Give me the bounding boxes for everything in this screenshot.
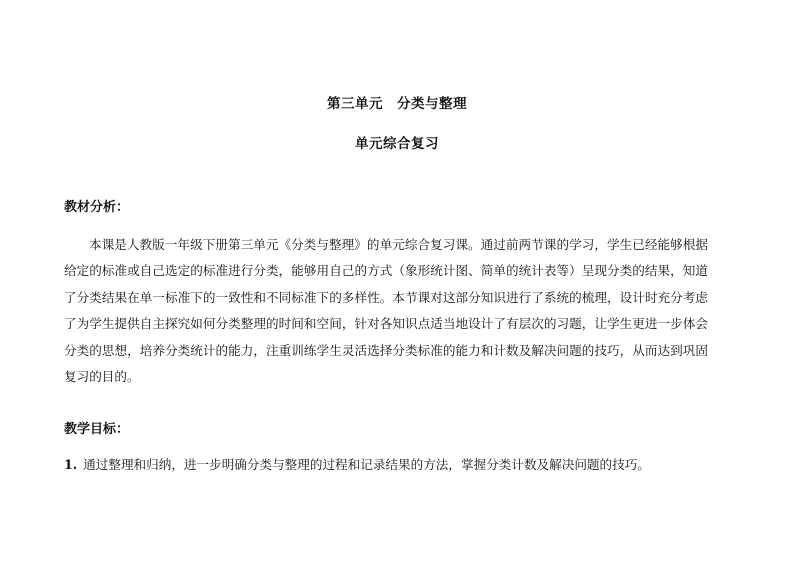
analysis-paragraph: 本课是人教版一年级下册第三单元《分类与整理》的单元综合复习课。通过前两节课的学习，学生已经能够根据给定的标准或自己选定的标准进行分类，能够用自己的方式（象形统计图、简单的统计表等）呈现分类的结果，知道了分类结果在单一标准下的一致性和不同标准下的多样性。本节课对这部分知识进行了系统的梳理，设计时充分考虑了为学生提供自主探究如何分类整理的时间和空间，针对各知识点适当地设计了有层次的习题，让学生更进一步体会分类的思想，培养分类统计的能力，注重训练学生灵活选择分类标准的能力和计数及解决问题的技巧，从而达到巩固复习的目的。: [64, 237, 708, 385]
section-heading-analysis: 教材分析：: [64, 200, 130, 215]
goal-item-number: 1.: [64, 457, 78, 472]
section-heading-goals: 教学目标：: [64, 422, 130, 437]
goal-item-text: 通过整理和归纳，进一步明确分类与整理的过程和记录结果的方法，掌握分类计数及解决问题的技巧。: [83, 457, 650, 472]
goal-list-item: [64, 454, 724, 473]
document-subtitle: 单元综合复习: [355, 136, 439, 152]
document-title: 第三单元 分类与整理: [327, 96, 467, 112]
